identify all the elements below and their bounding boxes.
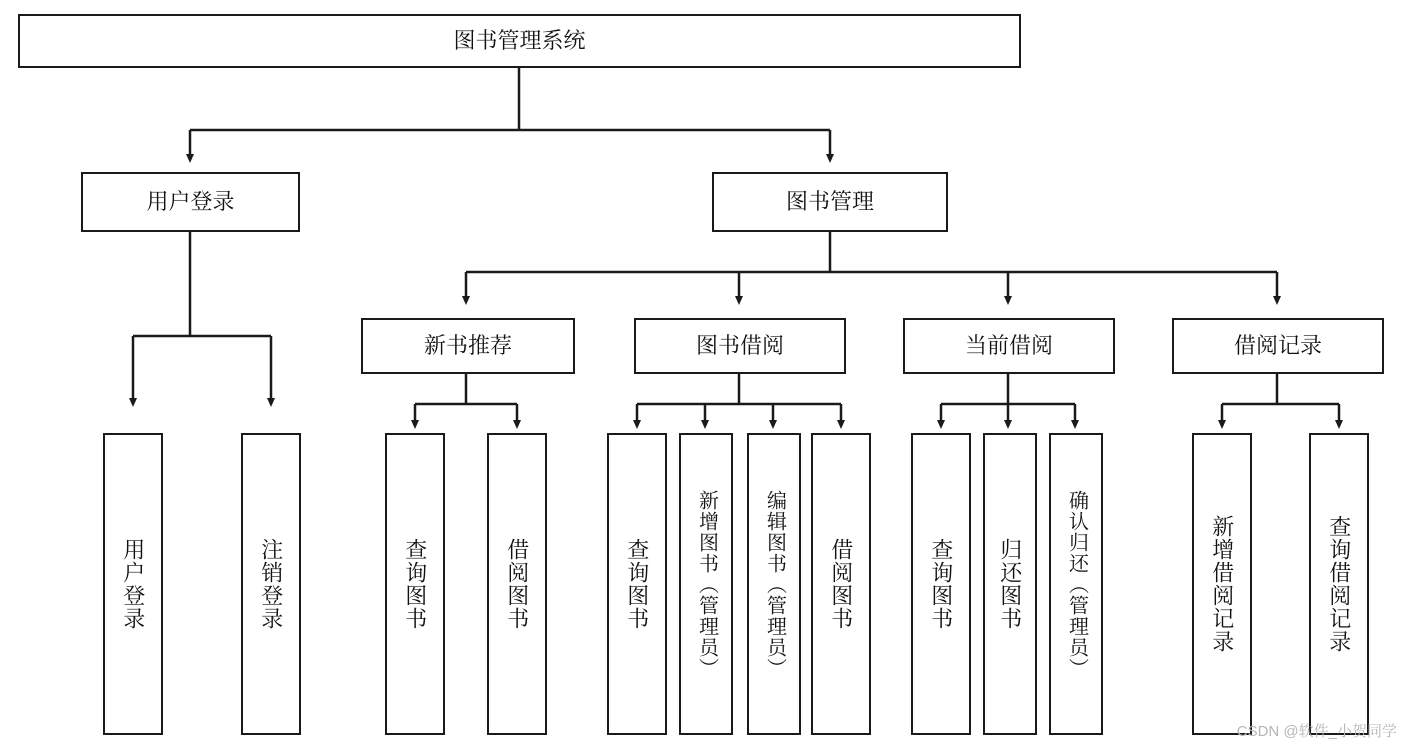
leaf-record-query-record-label: 查询借阅记录 [1326,515,1352,653]
leaf-login-user-login[interactable] [103,433,163,735]
node-root-label: 图书管理系统 [453,28,586,54]
node-book-borrow[interactable] [634,318,846,374]
leaf-borrow-borrow-book[interactable] [811,433,871,735]
node-current-borrow-label: 当前借阅 [964,333,1053,359]
leaf-current-return-book-label: 归还图书 [997,538,1023,630]
watermark: CSDN @软件_小贺同学 [1236,723,1397,740]
leaf-borrow-add-book[interactable] [679,433,733,735]
leaf-recommend-borrow-book[interactable] [487,433,547,735]
leaf-login-logout[interactable] [241,433,301,735]
leaf-borrow-edit-book[interactable] [747,433,801,735]
leaf-current-confirm-return-label: 确认归还（管理员） [1065,489,1088,679]
leaf-borrow-edit-book-label: 编辑图书（管理员） [763,489,786,679]
leaf-borrow-query-book-label: 查询图书 [624,538,650,630]
leaf-login-user-login-label: 用户登录 [120,538,146,630]
node-borrow-record[interactable] [1172,318,1384,374]
node-root[interactable] [18,14,1021,68]
leaf-record-query-record[interactable] [1309,433,1369,735]
leaf-login-logout-label: 注销登录 [258,538,284,630]
node-user-login[interactable] [81,172,300,232]
node-borrow-record-label: 借阅记录 [1233,333,1322,359]
node-book-management-label: 图书管理 [785,189,874,215]
leaf-current-query-book-label: 查询图书 [928,538,954,630]
leaf-current-return-book[interactable] [983,433,1037,735]
leaf-record-add-record[interactable] [1192,433,1252,735]
leaf-borrow-borrow-book-label: 借阅图书 [828,538,854,630]
leaf-current-query-book[interactable] [911,433,971,735]
leaf-borrow-query-book[interactable] [607,433,667,735]
node-user-login-label: 用户登录 [146,189,235,215]
node-current-borrow[interactable] [903,318,1115,374]
node-book-borrow-label: 图书借阅 [695,333,784,359]
node-new-book-recommend[interactable] [361,318,575,374]
leaf-recommend-query-book[interactable] [385,433,445,735]
leaf-borrow-add-book-label: 新增图书（管理员） [695,489,718,679]
leaf-record-add-record-label: 新增借阅记录 [1209,515,1235,653]
leaf-recommend-borrow-book-label: 借阅图书 [504,538,530,630]
node-book-management[interactable] [712,172,948,232]
leaf-recommend-query-book-label: 查询图书 [402,538,428,630]
node-new-book-recommend-label: 新书推荐 [423,333,512,359]
leaf-current-confirm-return[interactable] [1049,433,1103,735]
